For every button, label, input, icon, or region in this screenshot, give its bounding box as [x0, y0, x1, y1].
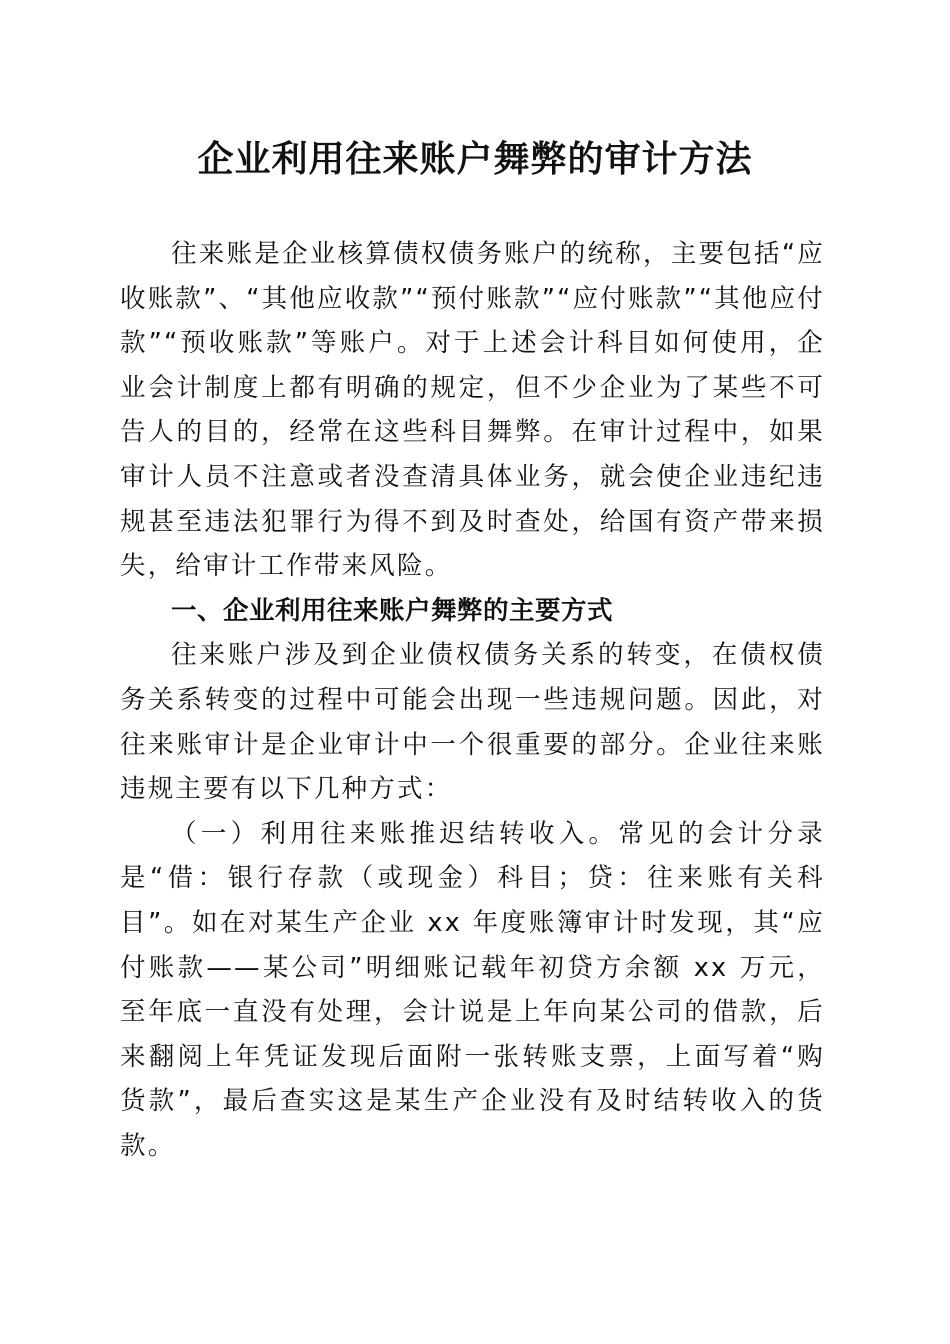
item-1-lead: （一）利用往来账推迟结转收入。 [171, 818, 619, 849]
item-1-body: 常见的会计分录是“借：银行存款（或现金）科目；贷：往来账有关科目”。如在对某生产企业 xx 年度账簿审计时发现，其“应付账款——某公司”明细账记载年初贷方余额 xx 万元，至年底一直没有处理，会计说是上年向某公司的借款，后来翻阅上年凭证发现后面附一张转账支票，上面写着“购货款”，最后查实这是某生产企业没有及时结转收入的货款。 [120, 818, 825, 1161]
section-heading-1: 一、企业利用往来账户舞弊的主要方式 [171, 595, 614, 626]
document-title: 企业利用往来账户舞弊的审计方法 [197, 138, 753, 180]
paragraph-intro: 往来账是企业核算债权债务账户的统称，主要包括“应收账款”、“其他应收款”“预付账款”“应付账款”“其他应付款”“预收账款”等账户。对于上述会计科目如何使用，企业会计制度上都有明确的规定，但不少企业为了某些不可告人的目的，经常在这些科目舞弊。在审计过程中，如果审计人员不注意或者没查清具体业务，就会使企业违纪违规甚至违法犯罪行为得不到及时查处，给国有资产带来损失，给审计工作带来风险。 [120, 239, 825, 582]
paragraph-item-1 [120, 812, 825, 1169]
paragraph-section1-intro: 往来账户涉及到企业债权债务关系的转变，在债权债务关系转变的过程中可能会出现一些违规问题。因此，对往来账审计是企业审计中一个很重要的部分。企业往来账违规主要有以下几种方式： [120, 640, 825, 805]
document-body [120, 232, 825, 1168]
